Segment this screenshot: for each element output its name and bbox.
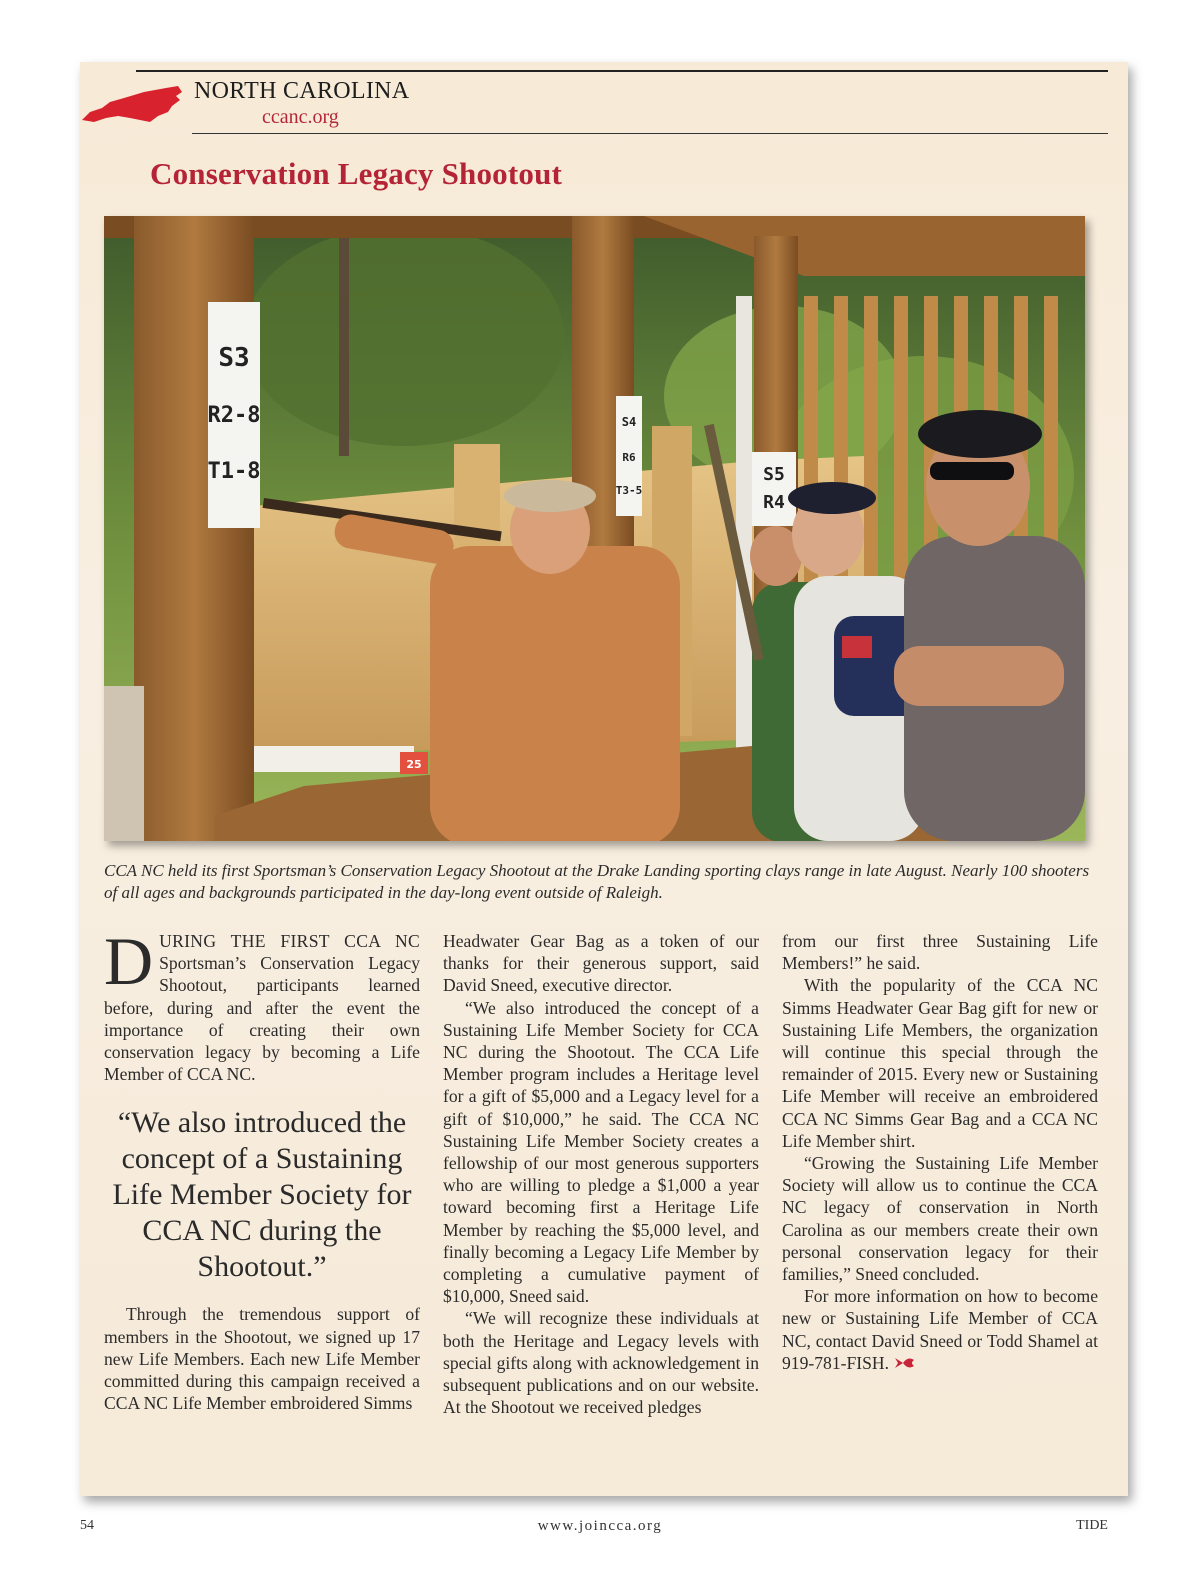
article-title: Conservation Legacy Shootout: [150, 156, 563, 191]
body-paragraph: Through the tremendous support of members in the Shootout, we signed up 17 new Life Members. Each new Life Member committed during this campaign received a CCA NC Life Member embroidered Simms: [104, 1304, 420, 1414]
pull-quote: “We also introduced the concept of a Sustaining Life Member Society for CCA NC during the Shootout.”: [112, 1106, 412, 1284]
closing-paragraph: [782, 1285, 1098, 1374]
shell-box-label: 25: [406, 758, 422, 771]
station-sign-1-line-2: R2-8: [207, 403, 261, 428]
lead-caps: URING THE FIRST CCA NC: [159, 931, 420, 951]
article-column-1: [104, 923, 420, 1414]
north-carolina-map-icon: [80, 82, 184, 126]
body-paragraph: “We will recognize these individuals at both the Heritage and Legacy levels with special gifts along with acknowledgement in subsequent publications and on our website. At the Shootout we received pledges: [443, 1308, 759, 1418]
body-paragraph: “We also introduced the concept of a Sustaining Life Member Society for CCA NC during the Shootout. The CCA Life Member program includes a Heritage level for a gift of $5,000 and a Legacy level for a gift of $10,000,” he said. The CCA NC Sustaining Life Member Society creates a fellowship of our most generous supporters who are willing to pledge a $1,000 a year toward becoming first a Heritage Life Member by reaching the $5,000 level, and finally becoming a Legacy Life Member by completing a cumulative payment of $10,000, Sneed said.: [443, 997, 759, 1307]
station-sign-2-line-1: S4: [621, 415, 637, 429]
body-paragraph: With the popularity of the CCA NC Simms Headwater Gear Bag gift for new or Sustaining Life Members, the organization will continue this special through the remainder of 2015. Every new or Sustaining Life Member will receive an embroidered CCA NC Simms Gear Bag and a CCA NC Life Member shirt.: [782, 975, 1098, 1151]
station-sign-3-line-1: S5: [763, 464, 785, 485]
body-paragraph: “Growing the Sustaining Life Member Society will allow us to continue the CCA NC legacy of conservation in North Carolina as our members create their own personal conservation legacy for their families,” Sneed concluded.: [782, 1153, 1098, 1285]
footer-url[interactable]: www.joincca.org: [537, 1518, 663, 1534]
magazine-name: TIDE: [1076, 1518, 1108, 1533]
header-rule: [136, 70, 1108, 72]
station-sign-3-line-2: R4: [763, 492, 785, 513]
event-photo: [104, 216, 1085, 841]
body-paragraph: from our first three Sustaining Life Members!” he said.: [782, 931, 1098, 974]
station-sign-2-line-2: R6: [622, 451, 636, 464]
station-sign-1-line-3: T1-8: [207, 459, 261, 484]
article-column-2: [443, 930, 759, 1418]
lead-text: Sportsman’s Conservation Legacy Shootout, participants learned before, during and after the event the importance of creating their own conservation legacy by becoming a Life Member of CCA NC.: [104, 953, 420, 1085]
station-sign-1-line-1: S3: [218, 343, 250, 373]
photo-caption: CCA NC held its first Sportsman’s Conservation Legacy Shootout at the Drake Landing sporting clays range in late August. Nearly 100 shooters of all ages and backgrounds participated in the day-long event outside of Raleigh.: [104, 861, 1090, 902]
article-column-3: [782, 930, 1098, 1374]
lead-paragraph: [104, 923, 420, 1085]
site-link[interactable]: ccanc.org: [262, 106, 339, 128]
closing-text: For more information on how to become new or Sustaining Life Member of CCA NC, contact David Sneed or Todd Shamel at 919-781-FISH.: [782, 1286, 1098, 1373]
station-sign-2-line-3: T3-5: [615, 484, 643, 497]
body-paragraph: Headwater Gear Bag as a token of our thanks for their generous support, said David Sneed, executive director.: [443, 931, 759, 996]
page-number: 54: [80, 1518, 94, 1533]
header-subrule: [192, 133, 1108, 134]
drop-cap: D: [104, 923, 154, 999]
fish-end-mark-icon: [893, 1354, 915, 1372]
state-name: NORTH CAROLINA: [194, 78, 410, 104]
